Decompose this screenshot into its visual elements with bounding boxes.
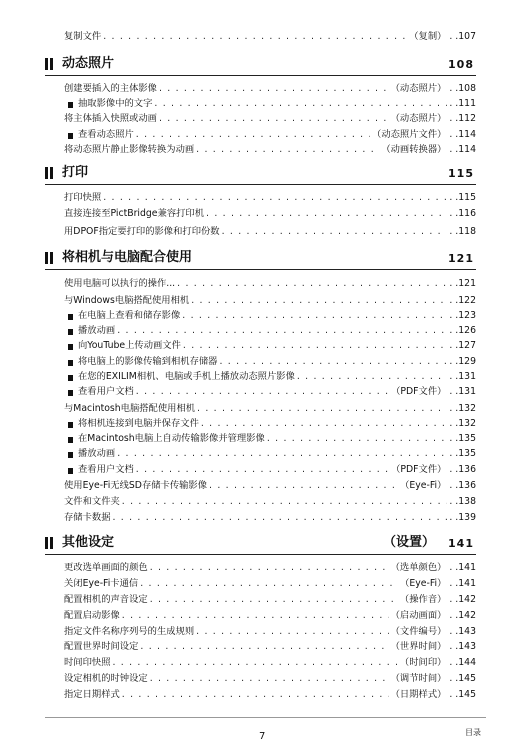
entry-tag: （PDF文件）: [391, 386, 447, 397]
entry-title: 在您的EXILIM相机、电脑或手机上播放动态照片影像: [78, 371, 295, 382]
entry-title: 在Macintosh电脑上自动传输影像并管理影像: [78, 433, 265, 444]
entry-page: 123: [458, 310, 476, 321]
entry-page: 141: [458, 578, 476, 589]
tag-spacer: . .: [446, 610, 459, 621]
section-marker-icon: [50, 252, 53, 264]
entry-page: 121: [458, 278, 476, 289]
section-page: 108: [448, 58, 474, 71]
toc-entry[interactable]: [64, 494, 476, 509]
entry-page: 138: [458, 496, 476, 507]
leader-dots: [136, 462, 389, 477]
entry-title: 直接连接至PictBridge兼容打印机: [64, 208, 205, 219]
toc-entry[interactable]: [64, 671, 476, 686]
leader-dots: [150, 671, 389, 686]
entry-tag: （动态照片文件）: [372, 129, 447, 140]
entry-title: 更改选单画面的颜色: [64, 562, 148, 573]
toc-entry[interactable]: [64, 206, 476, 221]
entry-title: 播放动画: [78, 325, 116, 336]
entry-page: 145: [458, 689, 476, 700]
entry-page: 114: [458, 129, 476, 140]
section-marker-icon: [45, 58, 48, 70]
toc-entry[interactable]: [64, 560, 476, 575]
entry-title: 关闭Eye-Fi卡通信: [64, 578, 139, 589]
leader-dots: [297, 369, 448, 384]
entry-title: 时间印快照: [64, 657, 111, 668]
entry-tag: （Eye-Fi）: [400, 480, 447, 491]
entry-page: 135: [458, 448, 476, 459]
entry-page: 143: [458, 641, 476, 652]
section-header: [45, 534, 476, 555]
tag-spacer: . .: [446, 144, 459, 155]
leader-dots: [182, 308, 447, 323]
footer-divider: [45, 717, 486, 718]
leader-dots: [197, 401, 447, 416]
entry-page: 114: [458, 144, 476, 155]
toc-entry[interactable]: [64, 687, 476, 702]
bullet-icon: [68, 329, 73, 335]
leader-dots: [113, 510, 448, 525]
toc-entry[interactable]: [64, 510, 476, 525]
leader-dots: [136, 384, 389, 399]
leader-dots: [159, 81, 389, 96]
bullet-icon: [68, 437, 73, 443]
entry-title: 存储卡数据: [64, 512, 111, 523]
entry-page: 122: [458, 295, 476, 306]
toc-entry[interactable]: [64, 111, 476, 126]
tag-spacer: . .: [449, 278, 459, 289]
leader-dots: [140, 639, 388, 654]
entry-tag: （选单颜色）: [390, 562, 447, 573]
toc-entry[interactable]: [64, 639, 476, 654]
entry-tag: （动态照片）: [390, 83, 447, 94]
entry-tag: （文件编号）: [390, 626, 447, 637]
tag-spacer: . .: [446, 480, 459, 491]
page-number: 7: [259, 731, 266, 742]
toc-entry[interactable]: [64, 401, 476, 416]
bullet-icon: [68, 452, 73, 458]
tag-spacer: . .: [449, 418, 459, 429]
section-marker-icon: [45, 252, 48, 264]
entry-title: 查看用户文档: [78, 386, 134, 397]
entry-page: 129: [458, 356, 476, 367]
tag-spacer: . .: [449, 371, 459, 382]
tag-spacer: . .: [449, 403, 459, 414]
tag-spacer: . .: [449, 512, 459, 523]
entry-tag: （时间印）: [399, 657, 447, 668]
footer-toc-label: 目录: [465, 728, 481, 737]
tag-spacer: . .: [446, 464, 459, 475]
tag-spacer: . .: [446, 113, 459, 124]
entry-title: 指定文件名称序列号的生成规则: [64, 626, 195, 637]
section-marker-icon: [45, 537, 48, 549]
leader-dots: [103, 190, 447, 205]
leader-dots: [191, 293, 447, 308]
entry-page: 126: [458, 325, 476, 336]
entry-page: 135: [458, 433, 476, 444]
entry-tag: （Eye-Fi）: [400, 578, 447, 589]
toc-entry[interactable]: [64, 293, 476, 308]
toc-subentry[interactable]: [66, 369, 476, 384]
tag-spacer: . .: [449, 192, 459, 203]
entry-title: 向YouTube上传动画文件: [78, 340, 181, 351]
entry-tag: （PDF文件）: [391, 464, 447, 475]
tag-spacer: . .: [449, 340, 459, 351]
entry-title: 将相机连接到电脑并保存文件: [78, 418, 199, 429]
entry-page: 144: [458, 657, 476, 668]
toc-entry[interactable]: [64, 142, 476, 157]
entry-tag: （动画转换器）: [381, 144, 447, 155]
entry-title: 用DPOF指定要打印的影像和打印份数: [64, 226, 220, 237]
entry-title: 在电脑上查看和储存影像: [78, 310, 181, 321]
tag-spacer: . .: [449, 448, 459, 459]
entry-title: 创建要插入的主体影像: [64, 83, 157, 94]
leader-dots: [136, 127, 370, 142]
leader-dots: [122, 608, 389, 623]
entry-title: 播放动画: [78, 448, 116, 459]
tag-spacer: . .: [446, 641, 459, 652]
entry-page: 143: [458, 626, 476, 637]
entry-title: 查看动态照片: [78, 129, 134, 140]
tag-spacer: . .: [449, 208, 459, 219]
tag-spacer: . .: [446, 578, 459, 589]
toc-subentry[interactable]: [66, 354, 476, 369]
entry-tag: （复制）: [409, 31, 447, 42]
leader-dots: [113, 655, 398, 670]
leader-dots: [140, 576, 398, 591]
entry-title: 与Macintosh电脑搭配使用相机: [64, 403, 196, 414]
entry-page: 115: [458, 192, 476, 203]
entry-page: 108: [458, 83, 476, 94]
leader-dots: [219, 354, 447, 369]
toc-entry[interactable]: [64, 478, 476, 493]
section-title: 动态照片: [62, 56, 115, 71]
bullet-icon: [68, 422, 73, 428]
toc-entry[interactable]: [64, 29, 476, 44]
leader-dots: [159, 111, 389, 126]
entry-page: 142: [458, 594, 476, 605]
leader-dots: [150, 560, 389, 575]
entry-title: 抽取影像中的文字: [78, 98, 153, 109]
entry-title: 与Windows电脑搭配使用相机: [64, 295, 190, 306]
section-page: 115: [448, 167, 474, 180]
tag-spacer: . .: [449, 356, 459, 367]
tag-spacer: . .: [446, 562, 459, 573]
entry-title: 查看用户文档: [78, 464, 134, 475]
bullet-icon: [68, 390, 73, 396]
section-title: 其他设定: [62, 535, 115, 550]
toc-entry[interactable]: [64, 81, 476, 96]
leader-dots: [201, 416, 448, 431]
entry-page: 118: [458, 226, 476, 237]
toc-subentry[interactable]: [66, 384, 476, 399]
section-page: 141: [448, 537, 474, 550]
entry-page: 145: [458, 673, 476, 684]
entry-title: 将电脑上的影像传输到相机存储器: [78, 356, 218, 367]
tag-spacer: . .: [449, 325, 459, 336]
entry-page: 132: [458, 403, 476, 414]
tag-spacer: . .: [446, 626, 459, 637]
leader-dots: [103, 29, 407, 44]
tag-spacer: . .: [449, 310, 459, 321]
tag-spacer: . .: [449, 295, 459, 306]
section-header: [45, 249, 476, 270]
toc-subentry[interactable]: [66, 338, 476, 353]
entry-page: 107: [458, 31, 476, 42]
entry-tag: （日期样式）: [390, 689, 447, 700]
section-title: 将相机与电脑配合使用: [62, 250, 193, 265]
entry-title: 配置相机的声音设定: [64, 594, 148, 605]
tag-spacer: . .: [446, 386, 459, 397]
leader-dots: [206, 206, 447, 221]
entry-page: 111: [458, 98, 476, 109]
entry-title: 文件和文件夹: [64, 496, 120, 507]
leader-dots: [117, 323, 447, 338]
entry-page: 116: [458, 208, 476, 219]
entry-page: 131: [458, 386, 476, 397]
toc-subentry[interactable]: [66, 323, 476, 338]
tag-spacer: . .: [446, 83, 459, 94]
section-title: 打印: [62, 165, 89, 180]
toc-subentry[interactable]: [66, 308, 476, 323]
tag-spacer: . .: [446, 31, 459, 42]
toc-entry[interactable]: [64, 190, 476, 205]
section-marker-icon: [50, 58, 53, 70]
toc-subentry[interactable]: [66, 431, 476, 446]
leader-dots: [196, 142, 379, 157]
toc-subentry[interactable]: [66, 416, 476, 431]
bullet-icon: [68, 314, 73, 320]
leader-dots: [150, 592, 398, 607]
toc-subentry[interactable]: [66, 96, 476, 111]
section-marker-icon: [45, 167, 48, 179]
entry-tag: （动态照片）: [390, 113, 447, 124]
entry-title: 指定日期样式: [64, 689, 120, 700]
leader-dots: [196, 624, 388, 639]
entry-title: 配置世界时间设定: [64, 641, 139, 652]
section-header: [45, 164, 476, 185]
entry-page: 136: [458, 480, 476, 491]
entry-tag: （启动画面）: [390, 610, 447, 621]
bullet-icon: [68, 468, 73, 474]
section-subtitle: （设置）: [382, 535, 435, 550]
tag-spacer: . .: [446, 673, 459, 684]
entry-page: 131: [458, 371, 476, 382]
entry-page: 132: [458, 418, 476, 429]
toc-entry[interactable]: [64, 224, 476, 239]
entry-tag: （调节时间）: [390, 673, 447, 684]
leader-dots: [209, 478, 398, 493]
entry-title: 使用电脑可以执行的操作...: [64, 278, 176, 289]
toc-entry[interactable]: [64, 608, 476, 623]
entry-title: 打印快照: [64, 192, 102, 203]
entry-page: 141: [458, 562, 476, 573]
entry-page: 142: [458, 610, 476, 621]
entry-title: 将主体插入快照或动画: [64, 113, 157, 124]
toc-subentry[interactable]: [66, 127, 476, 142]
entry-title: 配置启动影像: [64, 610, 120, 621]
leader-dots: [183, 338, 447, 353]
bullet-icon: [68, 375, 73, 381]
entry-title: 设定相机的时钟设定: [64, 673, 148, 684]
toc-entry[interactable]: [64, 592, 476, 607]
section-marker-icon: [50, 537, 53, 549]
tag-spacer: . .: [449, 496, 459, 507]
bullet-icon: [68, 102, 73, 108]
tag-spacer: . .: [446, 129, 459, 140]
leader-dots: [177, 276, 447, 291]
toc-entry[interactable]: [64, 624, 476, 639]
tag-spacer: . .: [449, 433, 459, 444]
leader-dots: [122, 494, 448, 509]
entry-tag: （操作音）: [399, 594, 447, 605]
bullet-icon: [68, 344, 73, 350]
toc-entry[interactable]: [64, 655, 476, 670]
toc-subentry[interactable]: [66, 446, 476, 461]
leader-dots: [122, 687, 389, 702]
leader-dots: [117, 446, 447, 461]
section-header: [45, 55, 476, 76]
toc-entry[interactable]: [64, 576, 476, 591]
tag-spacer: . .: [449, 98, 459, 109]
entry-page: 127: [458, 340, 476, 351]
leader-dots: [222, 224, 448, 239]
section-marker-icon: [50, 167, 53, 179]
bullet-icon: [68, 133, 73, 139]
tag-spacer: . .: [446, 689, 459, 700]
entry-title: 使用Eye-Fi无线SD存储卡传输影像: [64, 480, 208, 491]
toc-entry[interactable]: [64, 276, 476, 291]
entry-page: 112: [458, 113, 476, 124]
entry-page: 139: [458, 512, 476, 523]
leader-dots: [267, 431, 448, 446]
entry-page: 136: [458, 464, 476, 475]
entry-title: 将动态照片静止影像转换为动画: [64, 144, 195, 155]
toc-subentry[interactable]: [66, 462, 476, 477]
entry-tag: （世界时间）: [390, 641, 447, 652]
section-page: 121: [448, 252, 474, 265]
leader-dots: [154, 96, 447, 111]
tag-spacer: . .: [446, 657, 459, 668]
bullet-icon: [68, 360, 73, 366]
entry-title: 复制文件: [64, 31, 102, 42]
tag-spacer: . .: [446, 594, 459, 605]
tag-spacer: . .: [449, 226, 459, 237]
